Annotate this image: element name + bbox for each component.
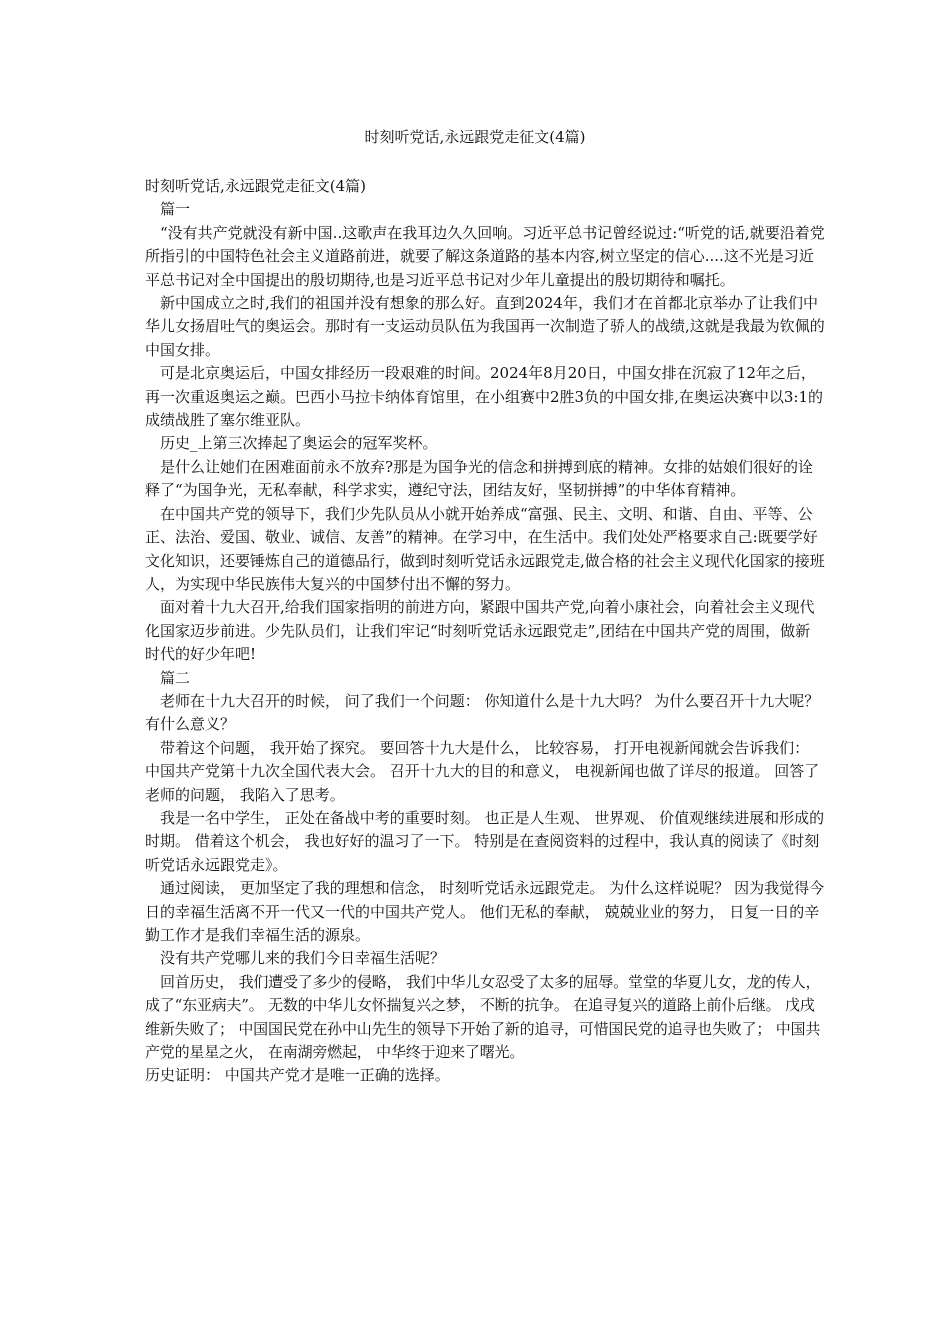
paragraph: “没有共产党就没有新中国..这歌声在我耳边久久回响。习近平总书记曾经说过:“听党的话,就要沿着党所指引的中国特色社会主义道路前进，就要了解这条道路的基本内容,树立坚定的信心....这不光是习近平总书记对全中国提出的殷切期待,也是习近平总书记对少年儿童提出的殷切期待和嘱托。: [145, 223, 825, 289]
paragraph: 老师在十九大召开的时候， 问了我们一个问题： 你知道什么是十九大吗？ 为什么要召开十九大呢？ 有什么意义？: [145, 691, 820, 734]
paragraph: 在中国共产党的领导下，我们少先队员从小就开始养成“富强、民主、文明、和谐、自由、平等、公正、法治、爱国、敬业、诚信、友善”的精神。在学习中，在生活中。我们处处严格要求自己:既要学好文化知识，还要锤炼自己的道德品行，做到时刻听党话永远跟党走,做合格的社会主义现代化国家的接班人，为实现中华民族伟大复兴的中国梦付出不懈的努力。: [145, 504, 825, 593]
paragraph: 面对着十九大召开,给我们国家指明的前进方向，紧跟中国共产党,向着小康社会，向着社会主义现代化国家迈步前进。少先队员们，让我们牢记“时刻听党话永远跟党走”,团结在中国共产党的周围，做新时代的好少年吧!: [145, 598, 815, 664]
paragraph: 是什么让她们在困难面前永不放弃?那是为国争光的信念和拼搏到底的精神。女排的姑娘们很好的诠释了“为国争光，无私奉献，科学求实，遵纪守法，团结友好，坚韧拼搏”的中华体育精神。: [145, 457, 814, 500]
document-body: [145, 175, 825, 1088]
closing-line: 历史证明： 中国共产党才是唯一正确的选择。: [145, 1066, 450, 1085]
paragraph: 没有共产党哪儿来的我们今日幸福生活呢？: [160, 949, 446, 968]
paragraph: 回首历史， 我们遭受了多少的侵略， 我们中华儿女忍受了太多的屈辱。堂堂的华夏儿女，龙的传人， 成了“东亚病夫”。 无数的中华儿女怀揣复兴之梦， 不断的抗争。 在追寻复兴的道路上前仆后继。 戊戌维新失败了； 中国国民党在孙中山先生的领导下开始了新的追寻，可惜国民党的追寻也失败了； 中国共产党的星星之火， 在南湖旁燃起， 中华终于迎来了曙光。: [145, 972, 821, 1062]
document-subtitle-line: 时刻听党话,永远跟党走征文(4篇): [145, 177, 367, 195]
document-title: 时刻听党话,永远跟党走征文(4篇): [364, 128, 586, 146]
paragraph: 历史_上第三次捧起了奥运会的冠军奖杯。: [160, 434, 438, 453]
paragraph: 带着这个问题， 我开始了探究。 要回答十九大是什么， 比较容易， 打开电视新闻就会告诉我们： 中国共产党第十九次全国代表大会。 召开十九大的目的和意义， 电视新闻也做了详尽的报道。 回答了老师的问题， 我陷入了思考。: [145, 738, 820, 804]
section-heading: 篇一: [160, 200, 191, 219]
paragraph: 我是一名中学生， 正处在备战中考的重要时刻。 也正是人生观、 世界观、 价值观继续进展和形成的时期。 借着这个机会， 我也好好的温习了一下。 特别是在查阅资料的过程中，我认真的阅读了《时刻听党话永远跟党走》。: [145, 808, 825, 874]
paragraph: 可是北京奥运后，中国女排经历一段艰难的时间。2024年8月20日，中国女排在沉寂了12年之后，再一次重返奥运之巅。巴西小马拉卡纳体育馆里，在小组赛中2胜3负的中国女排,在奥运决赛中以3:1的成绩战胜了塞尔维亚队。: [145, 364, 824, 430]
paragraph: 通过阅读， 更加坚定了我的理想和信念， 时刻听党话永远跟党走。 为什么这样说呢？ 因为我觉得今日的幸福生活离不开一代又一代的中国共产党人。 他们无私的奉献， 兢兢业业的努力， 日复一日的辛勤工作才是我们幸福生活的源泉。: [145, 879, 825, 944]
section-heading: 篇二: [160, 668, 191, 687]
paragraph: 新中国成立之时,我们的祖国并没有想象的那么好。直到2024年，我们才在首都北京举办了让我们中华儿女扬眉吐气的奥运会。那时有一支运动员队伍为我国再一次制造了骄人的战绩,这就是我最为钦佩的中国女排。: [145, 294, 825, 359]
